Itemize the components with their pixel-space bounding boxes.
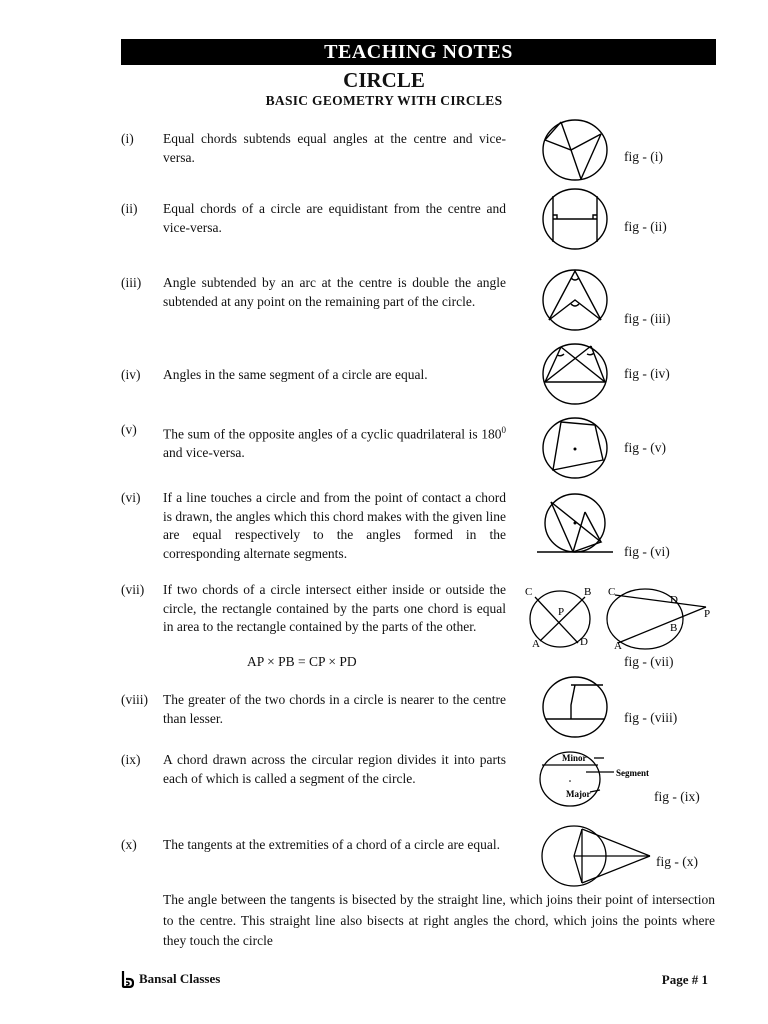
item-number-3: (iii) — [121, 275, 142, 290]
item-text-6: If a line touches a circle and from the point of contact a chord is drawn, the angles which this chord makes with the given line are equal respectively to the angles formed in the corresponding alternate segments. — [163, 490, 506, 561]
item-number-5: (v) — [121, 422, 137, 437]
page-number: Page # 1 — [661, 972, 708, 987]
fig9-label-minor: Minor — [562, 753, 587, 763]
figure-2 — [541, 187, 611, 251]
item-number-9: (ix) — [121, 752, 141, 767]
item-text-10: The tangents at the extremities of a chord of a circle are equal. — [163, 837, 500, 852]
figure-8 — [541, 675, 611, 739]
figure-4 — [541, 342, 611, 406]
page-subtitle: BASIC GEOMETRY WITH CIRCLES — [265, 93, 503, 108]
formula-7: AP × PB = CP × PD — [247, 654, 357, 669]
item-text-1: Equal chords subtends equal angles at the centre and vice-versa. — [163, 131, 506, 165]
fig7-label-a1: A — [532, 638, 540, 650]
fig-label-5: fig - (v) — [624, 440, 666, 455]
figure-1 — [541, 118, 611, 182]
fig7-label-c1: C — [525, 586, 533, 598]
item-number-10: (x) — [121, 837, 137, 852]
fig7-label-c2: C — [608, 586, 616, 598]
fig-label-1: fig - (i) — [624, 149, 663, 164]
item-text-9: A chord drawn across the circular region divides it into parts each of which is called a segment of the circle. — [163, 752, 506, 786]
page-title: CIRCLE — [343, 68, 425, 92]
fig9-label-major: Major — [566, 789, 591, 799]
figure-7 — [520, 585, 720, 651]
fig-label-7: fig - (vii) — [624, 654, 674, 669]
fig9-label-segment: Segment — [616, 768, 649, 778]
fig-label-2: fig - (ii) — [624, 219, 667, 234]
figure-3 — [541, 268, 611, 332]
figure-5 — [541, 416, 611, 480]
fig7-label-d2: D — [670, 594, 678, 606]
item-number-7: (vii) — [121, 582, 145, 597]
item-number-4: (iv) — [121, 367, 141, 382]
fig7-label-a2: A — [614, 640, 622, 652]
fig7-label-b2: B — [670, 622, 678, 634]
fig-label-10: fig - (x) — [656, 854, 698, 869]
figure-9 — [536, 748, 666, 808]
item-text-2: Equal chords of a circle are equidistant from the centre and vice-versa. — [163, 201, 506, 235]
bansal-logo-icon — [120, 970, 134, 988]
item-text-8: The greater of the two chords in a circle is nearer to the centre than lesser. — [163, 692, 506, 726]
figure-6 — [541, 492, 611, 556]
figure-10 — [538, 822, 658, 888]
fig-label-3: fig - (iii) — [624, 311, 671, 326]
item-number-8: (viii) — [121, 692, 148, 707]
item-number-1: (i) — [121, 131, 134, 146]
fig7-label-p1: P — [558, 606, 565, 618]
item-text-4: Angles in the same segment of a circle are equal. — [163, 367, 428, 382]
item-text-7: If two chords of a circle intersect either inside or outside the circle, the rectangle contained by the parts one chord is equal in area to the rectangle contained by the parts of the other. — [163, 582, 506, 634]
item-text-5: The sum of the opposite angles of a cyclic quadrilateral is $180^0$ and vice-versa. — [163, 425, 506, 460]
item-number-6: (vi) — [121, 490, 141, 505]
fig7-label-p2: P — [704, 608, 711, 620]
fig7-label-d1: D — [580, 636, 588, 648]
banner-title: TEACHING NOTES — [121, 39, 716, 65]
fig-label-6: fig - (vi) — [624, 544, 670, 559]
footer-brand — [120, 970, 220, 988]
tangent-paragraph: The angle between the tangents is bisected by the straight line, which joins their point of intersection to the centre. This straight line also bisects at right angles the chord, which joins the points where they touch the circle — [163, 892, 715, 948]
footer-brand-name: Bansal Classes — [139, 971, 221, 986]
fig-label-9: fig - (ix) — [654, 789, 700, 804]
item-text-3: Angle subtended by an arc at the centre is double the angle subtended at any point on the remaining part of the circle. — [163, 275, 506, 309]
fig-label-8: fig - (viii) — [624, 710, 678, 725]
fig-label-4: fig - (iv) — [624, 366, 670, 381]
fig7-label-b1: B — [584, 586, 592, 598]
item-number-2: (ii) — [121, 201, 138, 216]
